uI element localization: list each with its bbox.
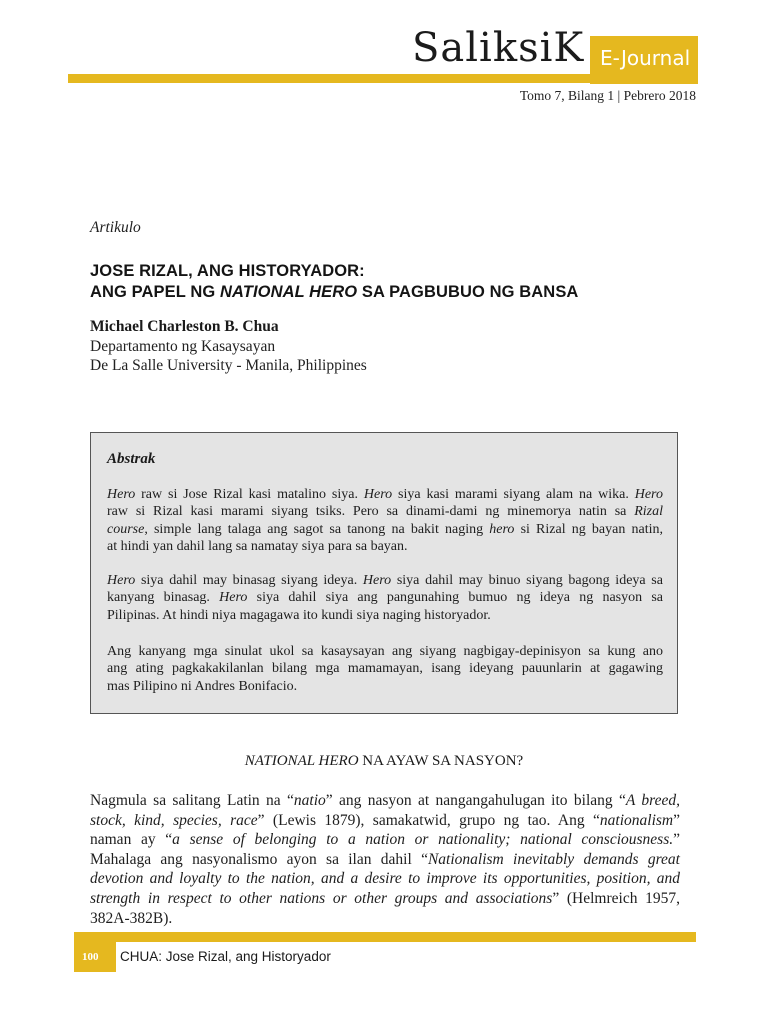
text-segment: siya dahil may binasag siyang ideya. bbox=[135, 573, 363, 588]
text-segment: , simple lang talaga ang sagot sa tanong na bakit naging bbox=[144, 521, 490, 537]
emphasis-text: hero bbox=[489, 521, 515, 537]
emphasis-text: nationalism bbox=[599, 811, 674, 829]
journal-logo: SaliksiK bbox=[412, 25, 585, 71]
title-line-1: JOSE RIZAL, ANG HISTORYADOR: bbox=[90, 262, 365, 280]
footer-rule bbox=[74, 932, 696, 942]
body-line bbox=[90, 889, 680, 909]
affiliation-university: De La Salle University - Manila, Philippines bbox=[90, 357, 367, 374]
emphasis-text: Rizal bbox=[634, 504, 663, 520]
body-line bbox=[90, 811, 680, 831]
abstract-paragraph-1 bbox=[107, 486, 663, 556]
text-segment: raw si Rizal kasi marami siyang tsiks. Pero sa dinami-dami ng minemorya natin sa bbox=[107, 504, 635, 520]
text-segment: naman ay “ bbox=[90, 831, 173, 849]
text-segment: siya dahil siya ang pangunahing bumuo ng ideya ng nasyon sa bbox=[247, 590, 663, 606]
emphasis-text: Hero bbox=[107, 573, 136, 588]
text-segment: raw si Jose Rizal kasi matalino siya. bbox=[135, 487, 364, 502]
header-rule bbox=[68, 74, 698, 83]
abstract-p2-line bbox=[107, 589, 663, 606]
title-line-2-end: SA PAGBUBUO NG BANSA bbox=[357, 283, 579, 301]
text-segment: at hindi yan dahil lang sa namatay siya para sa bayan. bbox=[107, 539, 408, 555]
text-segment: ang ating pagkakakilanlan bilang mga mamamayan, isang ideyang pauunlarin at gagawing bbox=[107, 661, 663, 677]
abstract-p2-line bbox=[107, 607, 663, 624]
text-segment: mas Pilipino ni Andres Bonifacio. bbox=[107, 678, 298, 694]
emphasis-text: Hero bbox=[634, 487, 663, 502]
body-line bbox=[90, 830, 680, 850]
abstract-p3-line bbox=[107, 660, 663, 677]
emphasis-text: devotion and loyalty to the nation, and a desire to improve its opportunities, position, and bbox=[90, 870, 680, 888]
title-line-2-start: ANG PAPEL NG bbox=[90, 283, 220, 301]
emphasis-text: Hero bbox=[219, 590, 248, 606]
emphasis-text: stock, kind, species, race bbox=[90, 811, 258, 829]
text-segment: ” ang nasyon at nangangahulugan ito bilang “ bbox=[325, 792, 626, 809]
abstract-p2-line bbox=[107, 572, 663, 589]
text-segment: Ang kanyang mga sinulat ukol sa kasaysayan ang siyang nagbigay-depinisyon sa kung ano bbox=[107, 644, 663, 659]
body-paragraph bbox=[90, 791, 680, 928]
emphasis-text: Nationalism inevitably demands great bbox=[427, 850, 680, 868]
abstract-p1-line bbox=[107, 486, 663, 503]
text-segment: Nagmula sa salitang Latin na “ bbox=[90, 792, 294, 809]
text-segment: Mahalaga ang nasyonalismo ayon sa ilan dahil “ bbox=[90, 850, 428, 868]
emphasis-text: natio bbox=[293, 792, 326, 809]
abstract-heading: Abstrak bbox=[107, 451, 156, 467]
text-segment: 382A-382B). bbox=[90, 909, 173, 927]
title-line-2 bbox=[90, 282, 690, 303]
body-line bbox=[90, 909, 680, 929]
abstract-p1-line bbox=[107, 538, 663, 555]
text-segment: ” (Helmreich 1957, bbox=[552, 889, 680, 907]
abstract-p1-line bbox=[107, 521, 663, 538]
affiliation-department: Departamento ng Kasaysayan bbox=[90, 338, 276, 355]
emphasis-text: Hero bbox=[362, 573, 392, 588]
abstract-paragraph-2 bbox=[107, 572, 663, 624]
emphasis-text: A breed, bbox=[625, 792, 680, 809]
text-segment: Pilipinas. At hindi niya magagawa ito kundi siya naging historyador. bbox=[107, 607, 491, 623]
emphasis-text: strength in respect to other nations or other groups and associations bbox=[90, 889, 553, 907]
text-segment: siya dahil may binuo siyang bagong ideya sa bbox=[391, 573, 663, 588]
running-head: CHUA: Jose Rizal, ang Historyador bbox=[120, 949, 331, 964]
body-line bbox=[90, 791, 680, 811]
text-segment: si Rizal ng bayan natin, bbox=[514, 521, 663, 537]
e-journal-label: E-Journal bbox=[600, 46, 691, 70]
text-segment: ” bbox=[673, 811, 680, 829]
abstract-paragraph-3 bbox=[107, 643, 663, 695]
emphasis-text: Hero bbox=[363, 487, 393, 502]
page-number: 100 bbox=[82, 951, 99, 963]
issue-info: Tomo 7, Bilang 1 | Pebrero 2018 bbox=[519, 88, 696, 103]
body-line bbox=[90, 850, 680, 870]
emphasis-text: Hero bbox=[107, 487, 136, 502]
section-heading-emphasis: NATIONAL HERO bbox=[244, 753, 359, 769]
article-title bbox=[90, 261, 690, 303]
text-segment: ” (Lewis 1879), samakatwid, grupo ng tao. Ang “ bbox=[257, 811, 600, 829]
text-segment: kanyang binasag. bbox=[107, 590, 220, 606]
emphasis-text: a sense of belonging to a nation or nationality; national consciousness. bbox=[172, 831, 674, 849]
title-line-2-emphasis: NATIONAL HERO bbox=[219, 283, 358, 301]
section-heading bbox=[0, 753, 768, 770]
body-line bbox=[90, 869, 680, 889]
abstract-p1-line bbox=[107, 503, 663, 520]
text-segment: siya kasi marami siyang alam na wika. bbox=[392, 487, 635, 502]
text-segment: ” bbox=[673, 831, 681, 849]
author-name: Michael Charleston B. Chua bbox=[90, 318, 279, 335]
abstract-p3-line bbox=[107, 678, 663, 695]
abstract-p3-line bbox=[107, 643, 663, 660]
section-heading-rest: NA AYAW SA NASYON? bbox=[358, 753, 524, 769]
emphasis-text: course bbox=[107, 521, 145, 537]
article-category: Artikulo bbox=[90, 219, 141, 236]
